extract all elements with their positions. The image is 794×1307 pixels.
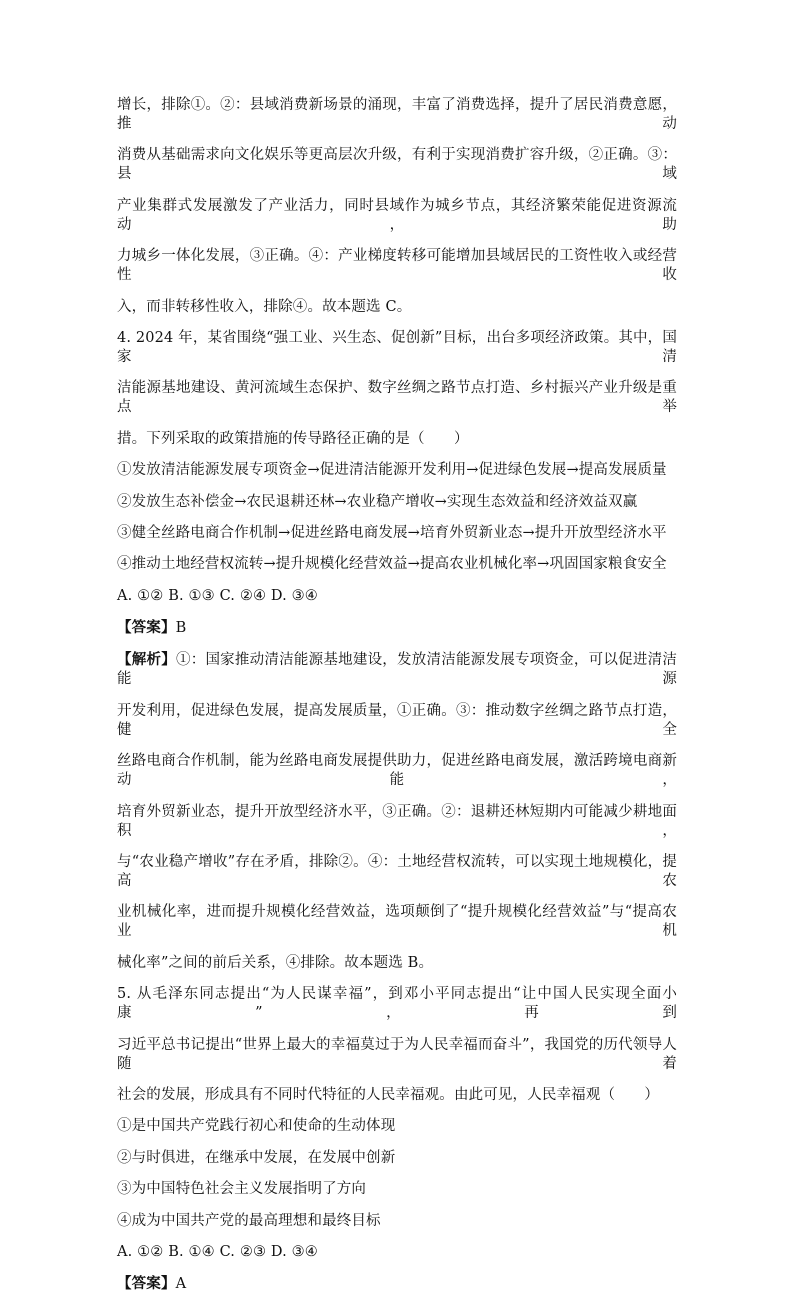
question-4 <box>117 329 677 973</box>
question-5 <box>117 985 677 1294</box>
question-stem-line: 习近平总书记提出“世界上最大的幸福莫过于为人民幸福而奋斗”，我国党的历代领导人随着 <box>117 1036 677 1072</box>
answer-line <box>117 618 677 638</box>
analysis-line: 械化率”之间的前后关系，④排除。故本题选 B。 <box>117 954 434 971</box>
question-stem-line: 4. 2024 年，某省围绕“强工业、兴生态、促创新”目标，出台多项经济政策。其中，国家清 <box>117 329 677 365</box>
analysis-text: ①：国家推动清洁能源基地建设，发放清洁能源发展专项资金，可以促进清洁能源 <box>117 652 677 688</box>
option-statement: ③健全丝路电商合作机制→促进丝路电商发展→培育外贸新业态→提升开放型经济水平 <box>117 524 667 541</box>
answer-choices: A. ①② B. ①③ C. ②④ D. ③④ <box>117 587 318 604</box>
option-statement: ②发放生态补偿金→农民退耕还林→农业稳产增收→实现生态效益和经济效益双赢 <box>117 493 638 510</box>
analysis-line: 丝路电商合作机制，能为丝路电商发展提供助力，促进丝路电商发展，激活跨境电商新动能， <box>117 753 677 789</box>
answer-choices: A. ①② B. ①④ C. ②③ D. ③④ <box>117 1243 318 1260</box>
analysis-line: 开发利用，促进绿色发展，提高发展质量，①正确。③：推动数字丝绸之路节点打造，健全 <box>117 702 677 738</box>
answer-value: B <box>175 620 187 637</box>
answer-line <box>117 1274 677 1294</box>
analysis-label: 【解析】 <box>117 651 176 669</box>
answer-value: A <box>175 1276 187 1293</box>
analysis-line: 力城乡一体化发展，③正确。④：产业梯度转移可能增加县域居民的工资性收入或经营性收 <box>117 248 677 284</box>
answer-label: 【答案】 <box>117 1275 176 1293</box>
question-stem-line: 措。下列采取的政策措施的传导路径正确的是（ ） <box>117 430 469 447</box>
analysis-line: 消费从基础需求向文化娱乐等更高层次升级，有利于实现消费扩容升级，②正确。③：县域 <box>117 147 677 183</box>
q3-analysis-tail <box>117 96 677 317</box>
option-statement: ②与时俱进，在继承中发展，在发展中创新 <box>117 1149 396 1166</box>
analysis-line: 业机械化率，进而提升规模化经营效益，选项颠倒了“提升规模化经营效益”与“提高农业机 <box>117 904 677 940</box>
analysis-line: 产业集群式发展激发了产业活力，同时县域作为城乡节点，其经济繁荣能促进资源流动，助 <box>117 197 677 233</box>
analysis-line: 与“农业稳产增收”存在矛盾，排除②。④：土地经营权流转，可以实现土地规模化，提高农 <box>117 854 677 890</box>
question-stem-line: 5. 从毛泽东同志提出“为人民谋幸福”，到邓小平同志提出“让中国人民实现全面小康”，再到 <box>117 986 677 1022</box>
option-statement: ④成为中国共产党的最高理想和最终目标 <box>117 1212 381 1229</box>
analysis-line: 入，而非转移性收入，排除④。故本题选 C。 <box>117 298 412 315</box>
analysis-line: 增长，排除①。②：县域消费新场景的涌现，丰富了消费选择，提升了居民消费意愿，推动 <box>117 97 677 132</box>
analysis-line: 培育外贸新业态，提升开放型经济水平，③正确。②：退耕还林短期内可能减少耕地面积， <box>117 803 677 839</box>
analysis-line <box>117 650 677 689</box>
option-statement: ④推动土地经营权流转→提升规模化经营效益→提高农业机械化率→巩固国家粮食安全 <box>117 556 667 573</box>
answer-label: 【答案】 <box>117 619 176 637</box>
question-stem-line: 洁能源基地建设、黄河流域生态保护、数字丝绸之路节点打造、乡村振兴产业升级是重点举 <box>117 380 677 416</box>
option-statement: ③为中国特色社会主义发展指明了方向 <box>117 1181 367 1198</box>
document-page <box>117 96 677 1307</box>
option-statement: ①发放清洁能源发展专项资金→促进清洁能源开发利用→促进绿色发展→提高发展质量 <box>117 462 667 479</box>
option-statement: ①是中国共产党践行初心和使命的生动体现 <box>117 1118 396 1135</box>
question-stem-line: 社会的发展，形成具有不同时代特征的人民幸福观。由此可见，人民幸福观（ ） <box>117 1086 660 1103</box>
